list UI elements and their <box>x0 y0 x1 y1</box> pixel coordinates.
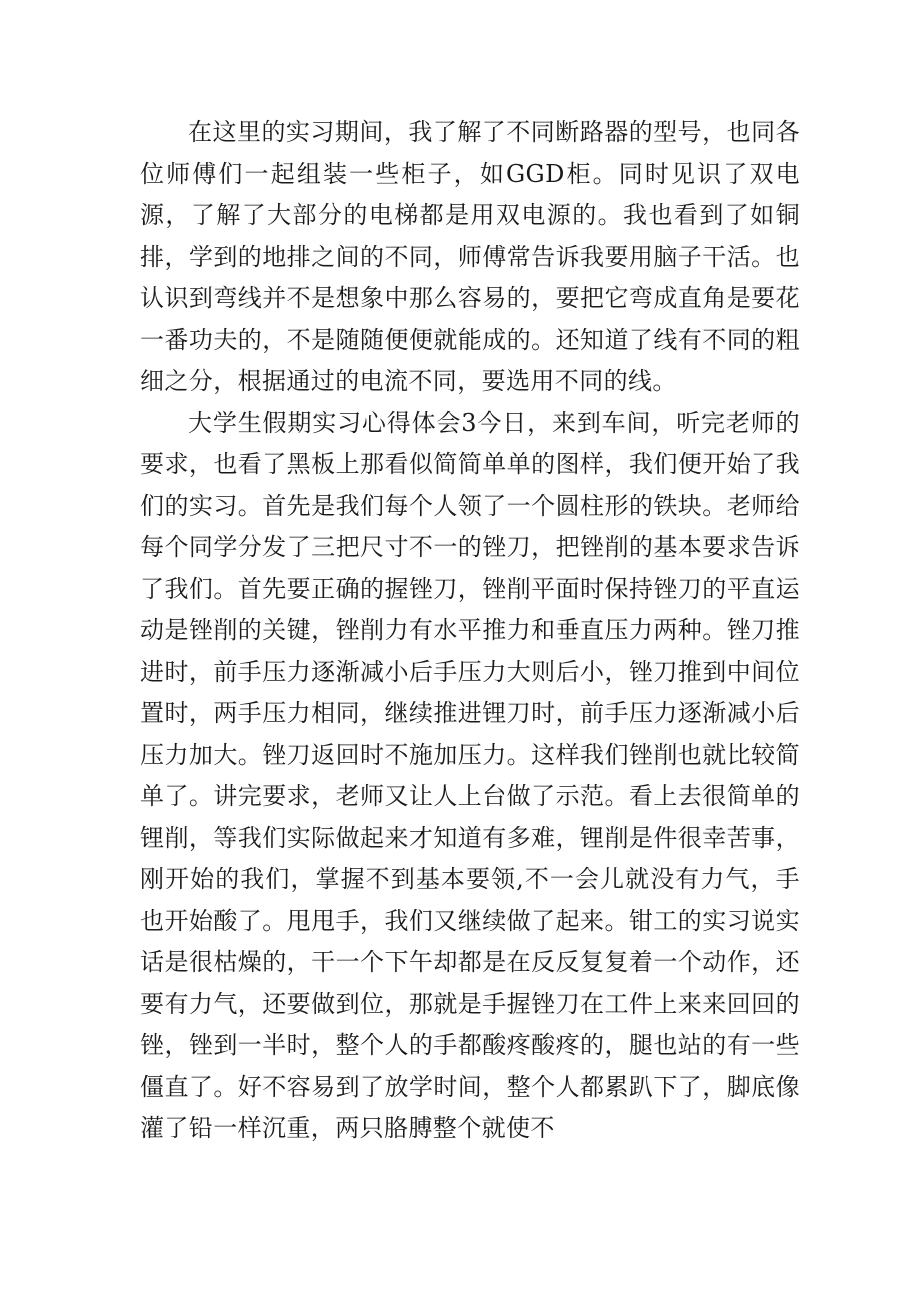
document-body <box>140 112 800 1150</box>
paragraph-2: 大学生假期实习心得体会3今日，来到车间，听完老师的要求，也看了黑板上那看似简简单单的图样，我们便开始了我们的实习。首先是我们每个人领了一个圆柱形的铁块。老师给每个同学分发了三把尺寸不一的锉刀，把锉削的基本要求告诉了我们。首先要正确的握锉刀，锉削平面时保持锉刀的平直运动是锉削的关键，锉削力有水平推力和垂直压力两种。锉刀推进时，前手压力逐渐减小后手压力大则后小，锉刀推到中间位置时，两手压力相同，继续推进锂刀时，前手压力逐渐减小后压力加大。锉刀返回时不施加压力。这样我们锉削也就比较简单了。讲完要求，老师又让人上台做了示范。看上去很简单的锂削，等我们实际做起来才知道有多难，锂削是件很幸苦事，刚开始的我们，掌握不到基本要领,不一会儿就没有力气，手也开始酸了。甩甩手，我们又继续做了起来。钳工的实习说实话是很枯燥的，干一个下午却都是在反反复复着一个动作，还要有力气，还要做到位，那就是手握锉刀在工件上来来回回的锉，锉到一半时，整个人的手都酸疼酸疼的，腿也站的有一些僵直了。好不容易到了放学时间，整个人都累趴下了，脚底像灌了铅一样沉重，两只胳膊整个就使不 <box>140 408 800 1142</box>
paragraph-1: 在这里的实习期间，我了解了不同断路器的型号，也同各位师傅们一起组装一些柜子，如GGD柜。同时见识了双电源，了解了大部分的电梯都是用双电源的。我也看到了如铜排，学到的地排之间的不同，师傅常告诉我要用脑子干活。也认识到弯线并不是想象中那么容易的，要把它弯成直角是要花一番功夫的，不是随随便便就能成的。还知道了线有不同的粗细之分，根据通过的电流不同，要选用不同的线。 <box>140 118 800 395</box>
